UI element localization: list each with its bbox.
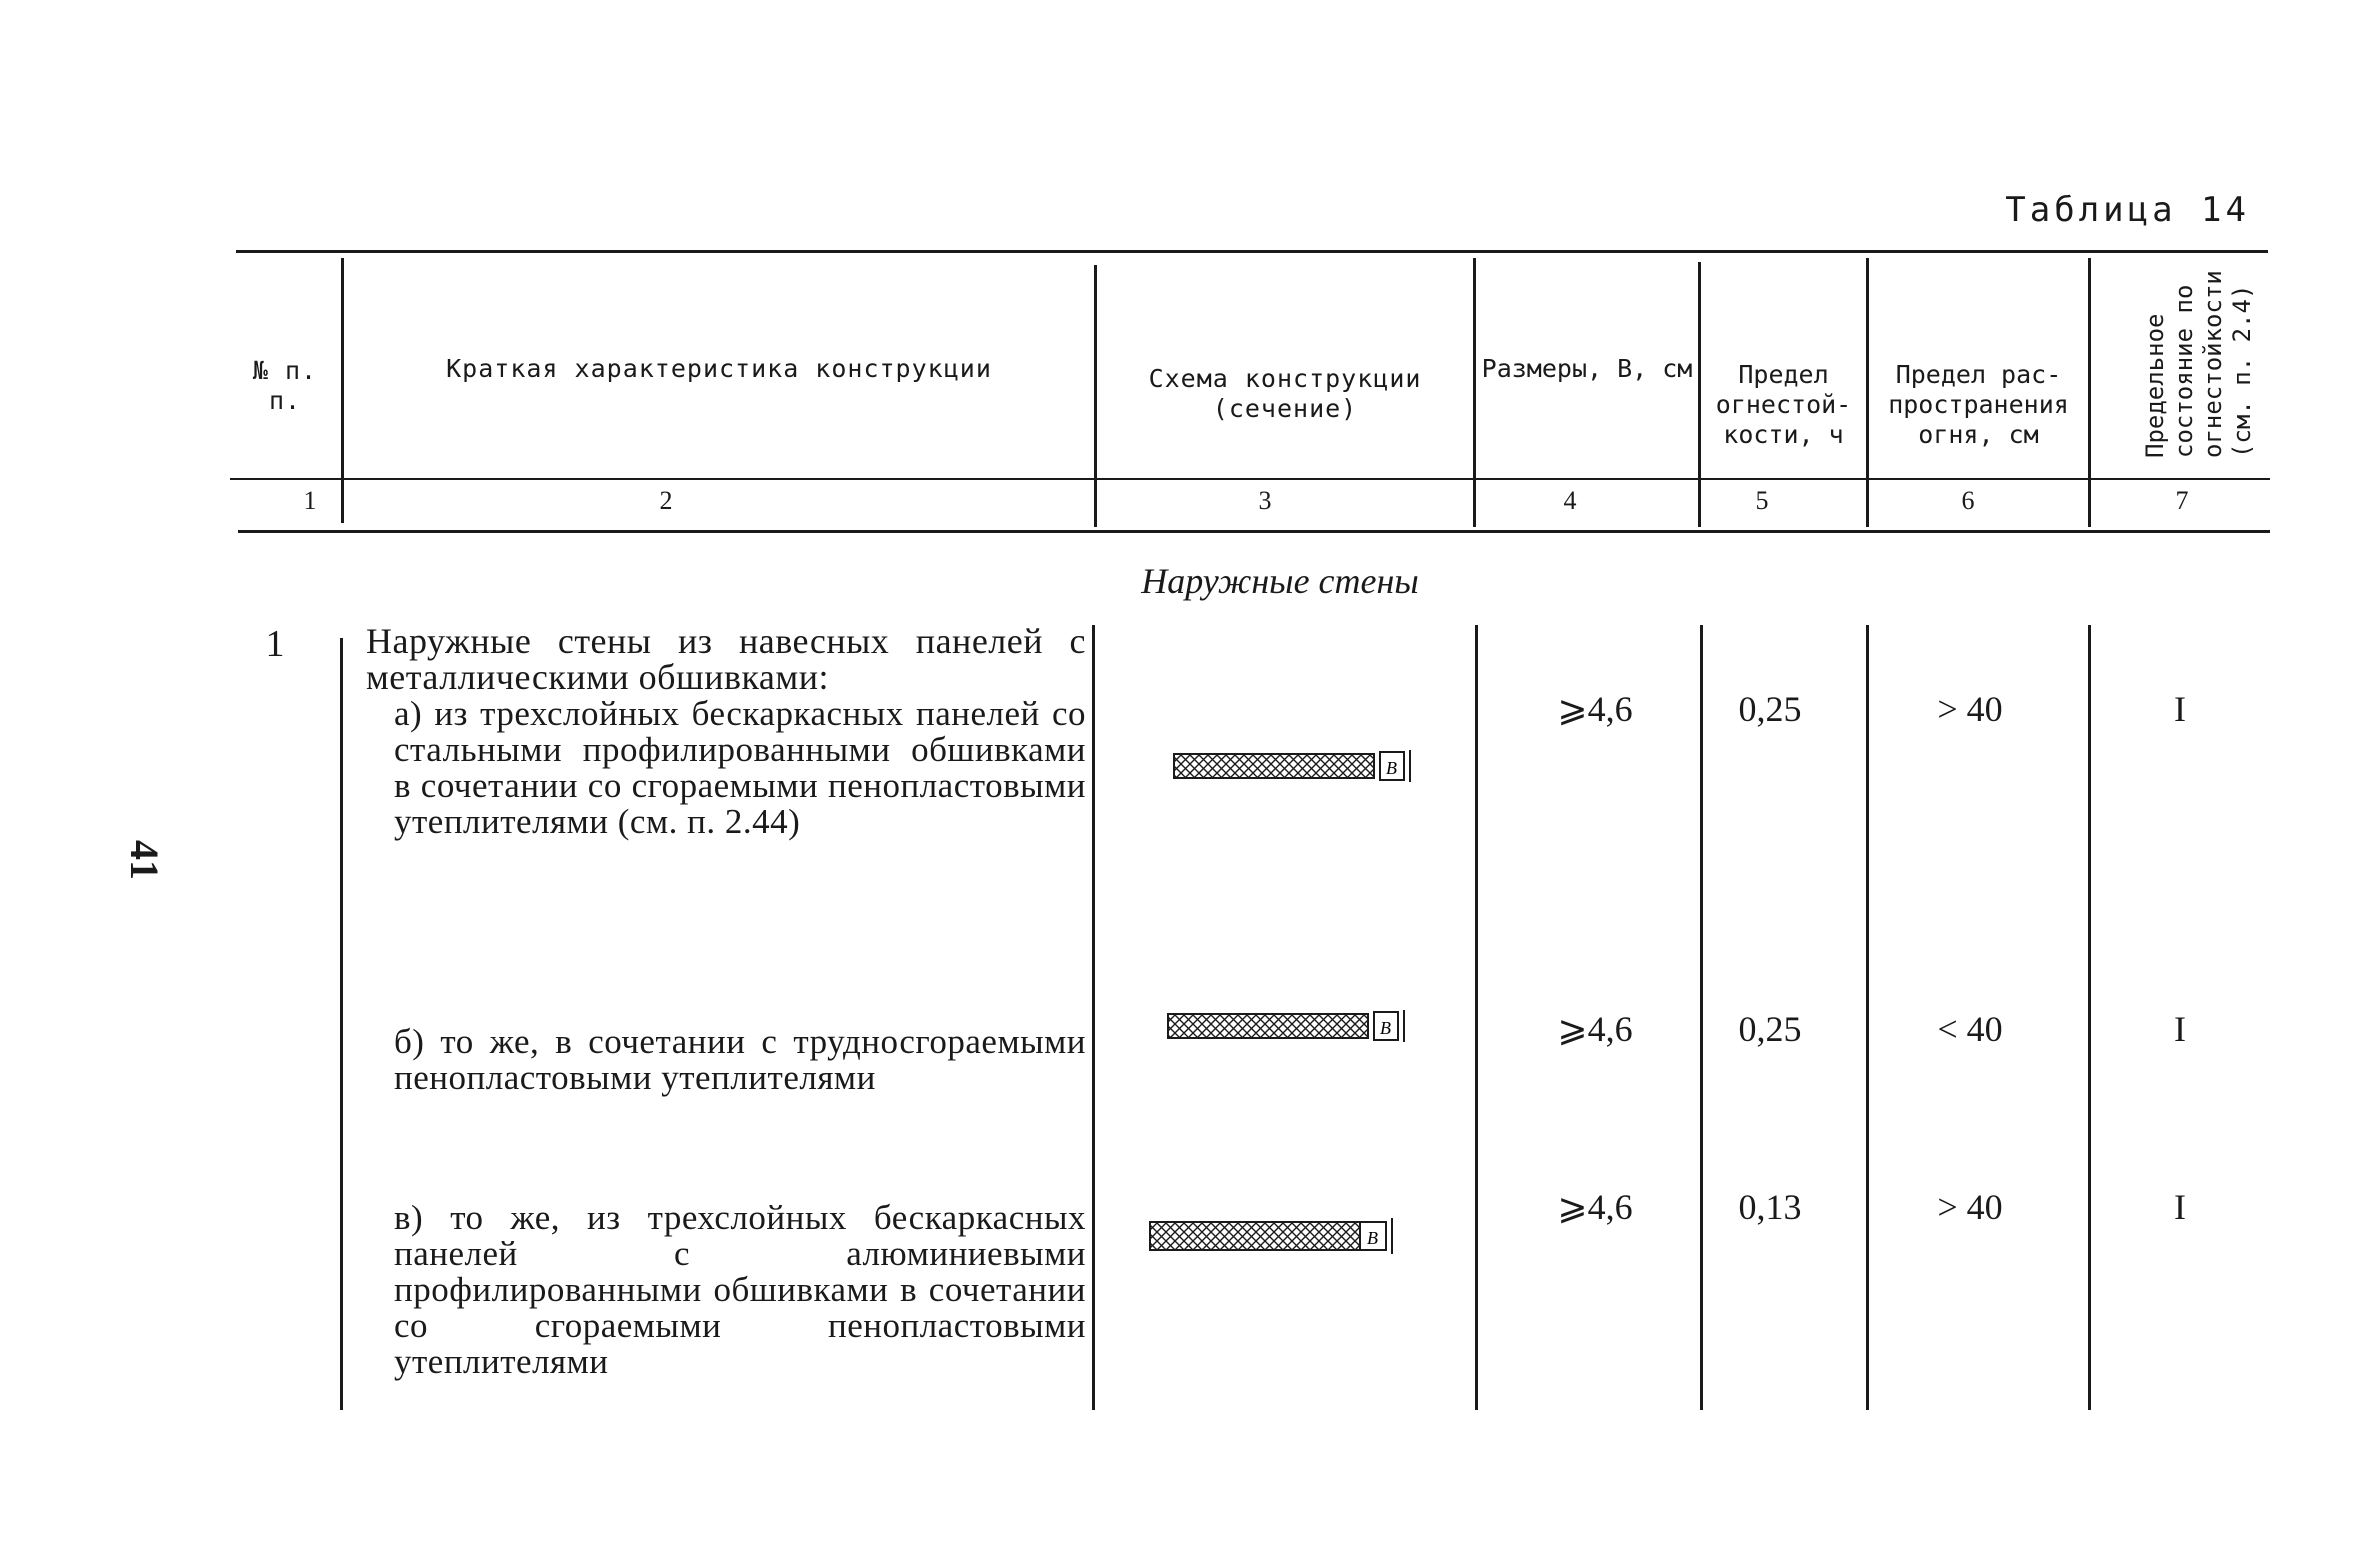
header-fire-resistance: Предел огнестой- кости, ч <box>1715 360 1852 449</box>
header-fire-spread: Предел рас- пространения огня, см <box>1888 360 2069 449</box>
panel-section <box>1150 1222 1360 1250</box>
header-bottom-rule <box>230 478 2270 480</box>
header-number: № п. п. <box>252 356 318 415</box>
row-b-scheme <box>1166 1006 1416 1046</box>
col-number-5: 5 <box>1755 486 1769 515</box>
row-c-size: ⩾4,6 <box>1557 1187 1633 1227</box>
row-c-limit-state: I <box>2174 1187 2186 1227</box>
panel-section <box>1174 754 1374 778</box>
row-a-size: ⩾4,6 <box>1557 689 1633 729</box>
row-b-fire-spread: < 40 <box>1937 1009 2003 1049</box>
item-intro: Наружные стены из навесных панелей с металлическими обшивками: <box>366 621 1086 697</box>
header-scheme: Схема конструкции (сечение) <box>1148 364 1422 423</box>
row-b-fire-resistance: 0,25 <box>1738 1009 1802 1049</box>
col-number-4: 4 <box>1563 486 1577 515</box>
row-a-limit-state: I <box>2174 689 2186 729</box>
col-number-2: 2 <box>659 486 673 515</box>
table-label: Таблица 14 <box>2005 190 2250 230</box>
col-number-3: 3 <box>1258 486 1272 515</box>
row-c-description: в) то же, из трехслойных бескаркасных панелей с алюминиевыми профилированными обшивками в сочетании со сгораемыми пенопластовыми утеплителями <box>394 1198 1086 1381</box>
col-number-6: 6 <box>1961 486 1975 515</box>
col-number-1: 1 <box>303 486 317 515</box>
row-a-fire-resistance: 0,25 <box>1738 689 1802 729</box>
row-b-size: ⩾4,6 <box>1557 1009 1633 1049</box>
scheme-dimension-label: B <box>1367 1228 1378 1248</box>
row-a-fire-spread: > 40 <box>1937 689 2003 729</box>
item-number: 1 <box>265 623 285 665</box>
row-c-scheme <box>1148 1214 1398 1258</box>
row-a-scheme <box>1172 746 1422 786</box>
col-number-7: 7 <box>2175 486 2189 515</box>
column-numbers-rule <box>238 530 2270 533</box>
table-top-rule <box>236 250 2268 253</box>
panel-section <box>1168 1014 1368 1038</box>
row-c-fire-spread: > 40 <box>1937 1187 2003 1227</box>
header-description: Краткая характеристика конструкции <box>446 354 992 383</box>
row-c-fire-resistance: 0,13 <box>1738 1187 1802 1227</box>
row-b-description: б) то же, в сочетании с трудносгораемыми пенопластовыми утеплителями <box>394 1022 1086 1097</box>
scheme-dimension-label: B <box>1380 1018 1391 1038</box>
header-limit-state: Предельное состояние по огнестойкости (см. п. 2.4) <box>2141 270 2256 458</box>
scheme-dimension-label: B <box>1386 758 1397 778</box>
row-b-limit-state: I <box>2174 1009 2186 1049</box>
row-a-description: а) из трехслойных бескаркасных панелей со стальными профилированными обшивками в сочетании со сгораемыми пенопластовыми утеплителями (см. п. 2.44) <box>394 694 1086 841</box>
section-title: Наружные стены <box>1141 561 1419 601</box>
page-number: 41 <box>122 840 167 880</box>
header-size: Размеры, B, см <box>1481 354 1693 383</box>
